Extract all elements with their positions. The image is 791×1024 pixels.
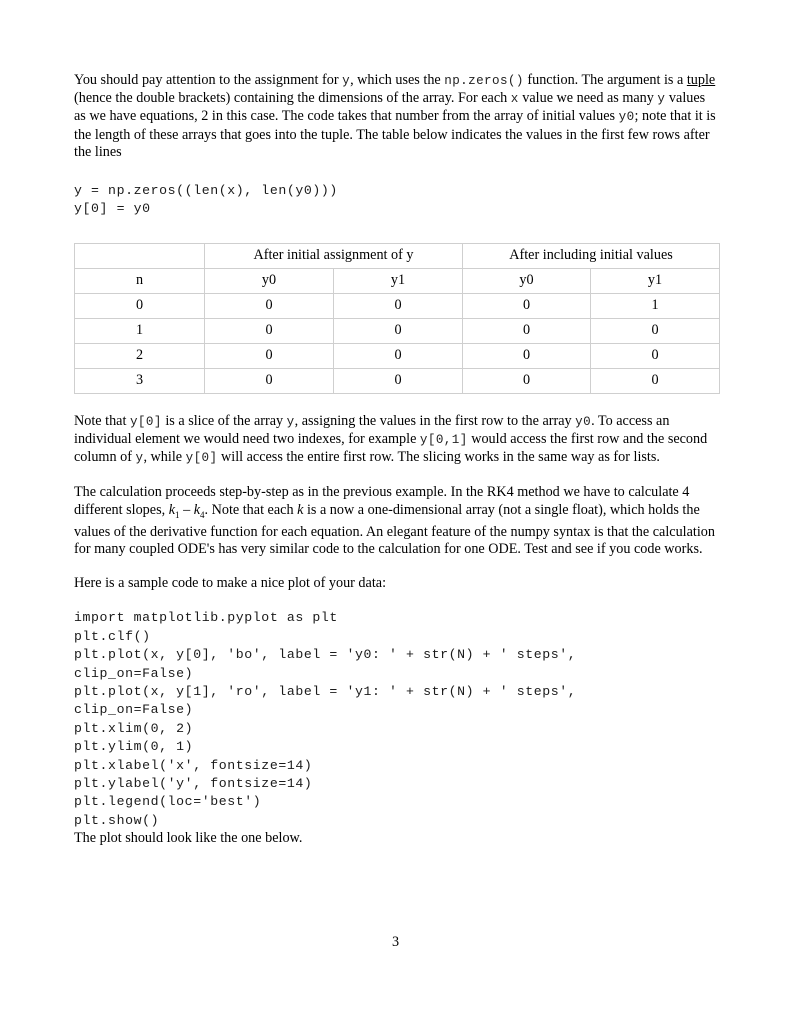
tuple-link: tuple <box>686 72 716 88</box>
inline-code: y[0,1] <box>419 433 468 448</box>
table-header-empty <box>75 243 205 268</box>
paragraph-rk4: The calculation proceeds step-by-step as in the previous example. In the RK4 method we have to calculate 4 different slopes, $k_1 - k_4$. Note that each k is a now a one-dimensional array (not a single float), which holds the values of the derivative function for each equation. An elegant feature of the numpy syntax is that the calculation for many coupled ODE's has very similar code to the calculation for one ODE. Test and see if you code works. <box>74 484 715 557</box>
inline-code: y <box>342 74 351 88</box>
table-row <box>75 368 720 393</box>
code-line: clip_on=False) <box>74 665 194 681</box>
paragraph-plot-note: The plot should look like the one below. <box>74 830 303 847</box>
table-cell: 0 <box>205 318 334 343</box>
table-cell: 1 <box>591 293 720 318</box>
table-header-row <box>75 268 720 293</box>
code-line: plt.clf() <box>74 628 151 644</box>
table-row <box>75 318 720 343</box>
table-cell: 1 <box>75 318 205 343</box>
inline-code: y <box>286 414 295 429</box>
paragraph-sample-intro: Here is a sample code to make a nice plot of your data: <box>74 575 387 592</box>
table-group-header: After initial assignment of y <box>205 243 463 268</box>
table-cell: 0 <box>75 293 205 318</box>
paragraph-slicing: Note that y[0] is a slice of the array y, assigning the values in the first row to the array y0. To access an individual element we would need two indexes, for example y[0,1] would access the first row and the second column of y, while y[0] will access the entire first row. The slicing works in the same way as for lists. <box>74 412 708 466</box>
inline-code: y[0] <box>129 414 162 429</box>
code-line: plt.legend(loc='best') <box>74 794 262 810</box>
inline-code: y[0] <box>185 451 218 466</box>
document-page <box>74 72 719 847</box>
table-cell: 0 <box>205 293 334 318</box>
code-line: clip_on=False) <box>74 702 194 718</box>
code-line: plt.xlim(0, 2) <box>74 720 194 736</box>
table-cell: 0 <box>334 318 463 343</box>
table-group-header-row <box>75 243 720 268</box>
table-header-cell: y1 <box>591 268 720 293</box>
code-line: plt.plot(x, y[0], 'bo', label = 'y0: ' + str(N) + ' steps', <box>74 647 577 663</box>
table-header-cell: y0 <box>205 268 334 293</box>
table-cell: 0 <box>463 343 591 368</box>
table-cell: 0 <box>205 343 334 368</box>
table-cell: 0 <box>463 293 591 318</box>
table-header-cell: y1 <box>334 268 463 293</box>
code-line: plt.ylabel('y', fontsize=14) <box>74 775 313 791</box>
table-cell: 0 <box>463 318 591 343</box>
table-cell: 0 <box>463 368 591 393</box>
paragraph-intro: You should pay attention to the assignment for y, which uses the np.zeros() function. The argument is a tuple (hence the double brackets) containing the dimensions of the array. For each x value we need as many y values as we have equations, 2 in this case. The code takes that number from the array of initial values y0; note that it is the length of these arrays that goes into the tuple. The table below indicates the values in the first few rows after the lines <box>74 72 716 160</box>
inline-code: y0 <box>618 110 635 125</box>
inline-code: x <box>510 92 519 107</box>
table-cell: 0 <box>334 368 463 393</box>
code-line: plt.ylim(0, 1) <box>74 739 194 755</box>
code-line: y = np.zeros((len(x), len(y0))) <box>74 183 338 199</box>
table-header-cell: n <box>75 268 205 293</box>
inline-code: y0 <box>575 414 592 429</box>
code-block-zeros <box>74 182 719 219</box>
code-line: plt.xlabel('x', fontsize=14) <box>74 757 313 773</box>
table-cell: 0 <box>205 368 334 393</box>
code-line: plt.show() <box>74 812 160 828</box>
table-cell: 0 <box>334 343 463 368</box>
table-cell: 3 <box>75 368 205 393</box>
values-table <box>74 243 720 394</box>
page-number: 3 <box>391 934 400 950</box>
table-row <box>75 343 720 368</box>
code-line: plt.plot(x, y[1], 'ro', label = 'y1: ' + str(N) + ' steps', <box>74 683 577 699</box>
inline-code: y <box>657 92 666 107</box>
inline-code: y <box>135 451 144 466</box>
table-cell: 0 <box>591 318 720 343</box>
table-cell: 2 <box>75 343 205 368</box>
code-line: y[0] = y0 <box>74 201 151 217</box>
inline-code: np.zeros() <box>444 74 524 88</box>
table-group-header: After including initial values <box>463 243 720 268</box>
table-row <box>75 293 720 318</box>
table-cell: 0 <box>334 293 463 318</box>
code-line: import matplotlib.pyplot as plt <box>74 610 338 626</box>
table-header-cell: y0 <box>463 268 591 293</box>
table-cell: 0 <box>591 343 720 368</box>
table-cell: 0 <box>591 368 720 393</box>
code-block-plot <box>74 609 719 830</box>
